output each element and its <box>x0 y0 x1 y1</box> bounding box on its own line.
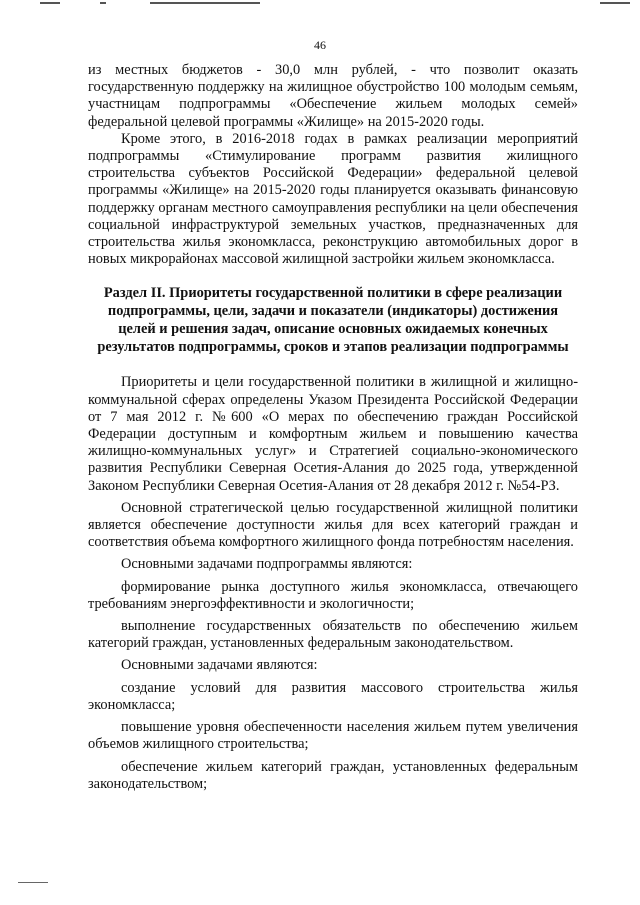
page-number: 46 <box>314 38 326 52</box>
paragraph: обеспечение жильем категорий граждан, установленных федеральным законодательством; <box>88 758 578 792</box>
paragraph: создание условий для развития массового строительства жилья экономкласса; <box>88 679 578 713</box>
paragraph: Приоритеты и цели государственной политики в жилищной и жилищно-коммунальной сферах определены Указом Президента Российской Федерации от 7 мая 2012 г. №600 «О мерах по обеспечению граждан Российской Федерации доступным и комфортным жильем и повышению качества жилищно-коммунальных услуг» и Стратегией социально-экономического развития Республики Северная Осетия-Алания до 2025 года, утвержденной Законом Республики Северная Осетия-Алания от 28 декабря 2012 г. №54-РЗ. <box>88 374 578 494</box>
paragraph: Основными задачами подпрограммы являются: <box>121 556 413 573</box>
section-heading: Раздел II. Приоритеты государственной политики в сфере реализации подпрограммы, цели, задачи и показатели (индикаторы) достижения целей и решения задач, описание основных ожидаемых конечных результатов подпрограммы, сроков и этапов реализации подпрограммы <box>97 285 569 356</box>
scan-artifact-top <box>0 2 640 6</box>
paragraph: повышение уровня обеспеченности населения жильем путем увеличения объемов жилищного строительства; <box>88 719 578 753</box>
paragraph-continuation: из местных бюджетов - 30,0 млн рублей, - что позволит оказать государственную поддержку на жилищное обустройство 100 молодым семьям, участницам подпрограммы «Обеспечение жильем молодых семей» федеральной целевой программы «Жилище» на 2015-2020 годы. <box>88 62 578 130</box>
scan-artifact-bottom <box>18 882 48 883</box>
paragraph: Основными задачами являются: <box>121 657 318 674</box>
paragraph: Основной стратегической целью государственной жилищной политики является обеспечение доступности жилья для всех категорий граждан и соответствия объема комфортного жилищного фонда потребностям населения. <box>88 499 578 551</box>
paragraph: Кроме этого, в 2016-2018 годах в рамках реализации мероприятий подпрограммы «Стимулирование программ развития жилищного строительства субъектов Российской Федерации» федеральной целевой программы «Жилище» на 2015-2020 годы планируется оказывать финансовую поддержку органам местного самоуправления республики на цели обеспечения социальной инфраструктурой земельных участков, предназначенных для строительства жилья экономкласса, реконструкцию автомобильных дорог в новых микрорайонах массовой жилищной застройки жильем экономкласса. <box>88 130 578 268</box>
paragraph: формирование рынка доступного жилья экономкласса, отвечающего требованиям энергоэффективности и экологичности; <box>88 578 578 612</box>
paragraph: выполнение государственных обязательств по обеспечению жильем категорий граждан, установленных федеральным законодательством. <box>88 618 578 652</box>
document-body <box>88 62 578 793</box>
